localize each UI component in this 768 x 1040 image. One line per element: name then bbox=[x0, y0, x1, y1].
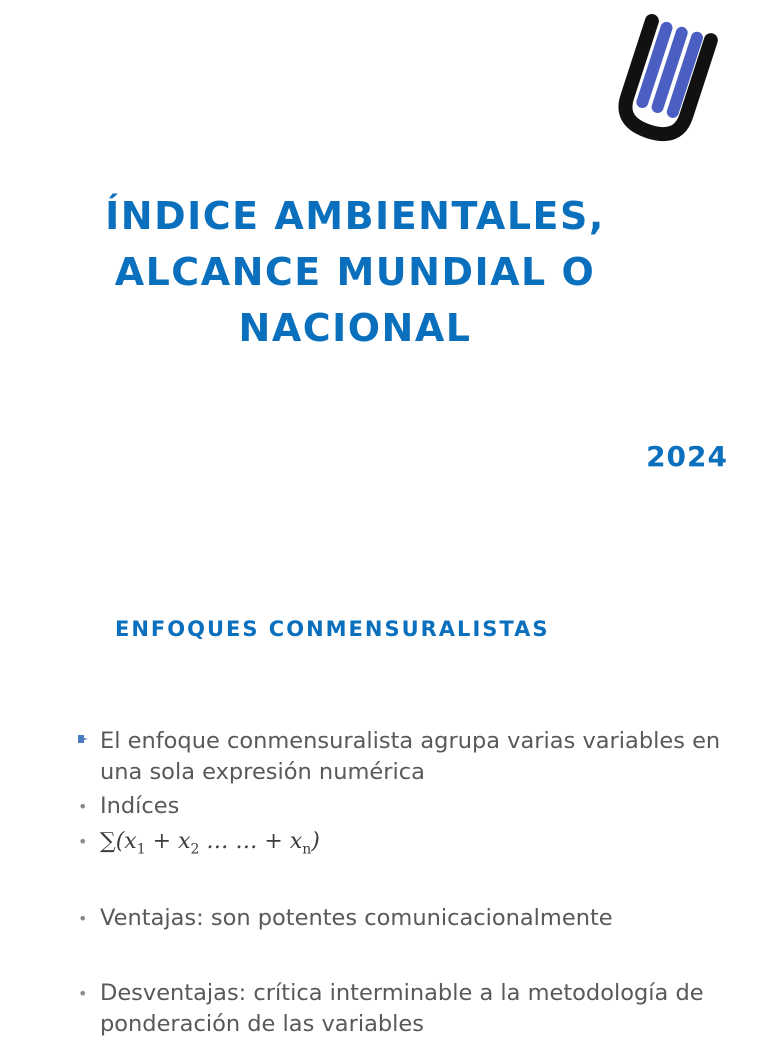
bullet-text: El enfoque conmensuralista agrupa varias variables en una sola expresión numérica bbox=[100, 728, 721, 785]
dot-bullet-icon: • bbox=[78, 832, 88, 851]
bullet-text: Desventajas: crítica interminable a la metodología de ponderación de las variables bbox=[100, 980, 704, 1038]
university-logo-icon bbox=[604, 10, 726, 152]
dot-bullet-icon: • bbox=[78, 797, 88, 816]
list-item bbox=[78, 978, 768, 1040]
title-line-3: NACIONAL bbox=[238, 306, 472, 350]
list-item bbox=[78, 791, 768, 822]
bullet-list bbox=[78, 726, 768, 1040]
list-item bbox=[78, 726, 768, 788]
title-line-1: ÍNDICE AMBIENTALES, bbox=[105, 194, 605, 238]
title-line-2: ALCANCE MUNDIAL O bbox=[114, 250, 596, 294]
list-item bbox=[78, 903, 768, 934]
year-label: 2024 bbox=[646, 440, 728, 473]
dot-bullet-icon: • bbox=[78, 984, 88, 1004]
section-heading: ENFOQUES CONMENSURALISTAS bbox=[115, 617, 550, 641]
list-item bbox=[78, 826, 768, 865]
dot-bullet-icon: • bbox=[78, 909, 88, 929]
square-bullet-icon bbox=[78, 735, 88, 743]
bullet-text: Indíces bbox=[100, 793, 180, 819]
sum-formula: $\sum(x_1 + x_2$ … … + $x_n$) bbox=[100, 829, 320, 858]
slide-title bbox=[60, 188, 650, 356]
bullet-text: Ventajas: son potentes comunicacionalmente bbox=[100, 905, 613, 932]
